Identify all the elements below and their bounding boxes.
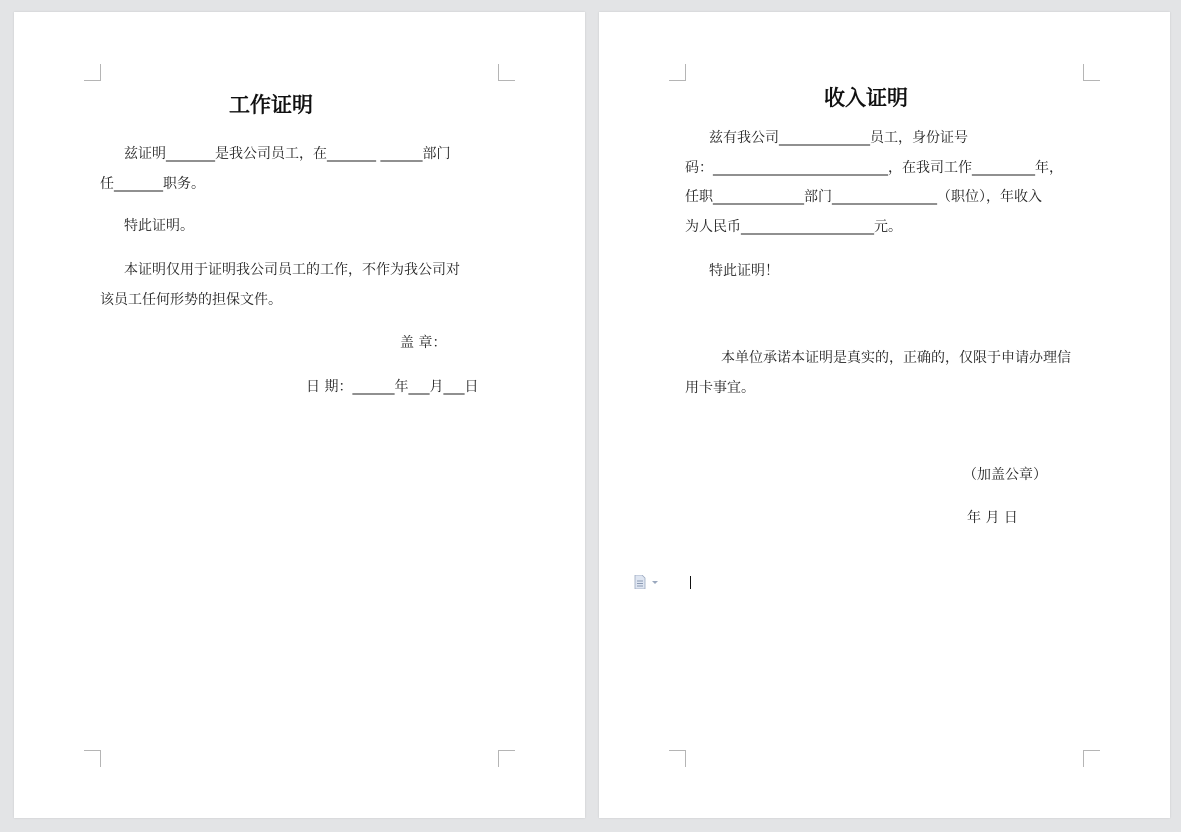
body-line[interactable]: 该员工任何形势的担保文件。	[100, 292, 282, 308]
body-line[interactable]: 为人民币___________________元。	[685, 219, 902, 235]
margin-corner-top-right	[1083, 64, 1100, 81]
body-line[interactable]: 本证明仅用于证明我公司员工的工作，不作为我公司对	[124, 262, 460, 278]
body-line[interactable]: 任_______职务。	[100, 176, 205, 192]
document-page-2	[599, 12, 1170, 818]
margin-corner-top-left	[669, 64, 686, 81]
seal-line[interactable]: （加盖公章）	[963, 467, 1047, 483]
body-line[interactable]: 任职_____________部门_______________（职位），年收入	[685, 189, 1042, 205]
body-line[interactable]: 码：_________________________，在我司工作_________年，	[685, 160, 1063, 176]
body-line[interactable]: 用卡事宜。	[685, 380, 755, 396]
body-line[interactable]: 兹有我公司_____________员工，身份证号	[709, 130, 968, 146]
paste-options-icon[interactable]	[634, 575, 660, 589]
body-line[interactable]: 特此证明。	[124, 218, 194, 234]
margin-corner-top-left	[84, 64, 101, 81]
page-title[interactable]: 工作证明	[229, 92, 313, 117]
margin-corner-bottom-right	[498, 750, 515, 767]
date-line[interactable]: 日 期：______年___月___日	[306, 379, 479, 395]
margin-corner-top-right	[498, 64, 515, 81]
seal-line[interactable]: 盖 章：	[400, 335, 447, 351]
margin-corner-bottom-right	[1083, 750, 1100, 767]
margin-corner-bottom-left	[669, 750, 686, 767]
page-title[interactable]: 收入证明	[824, 85, 908, 110]
date-line[interactable]: 年 月 日	[967, 510, 1018, 526]
body-line[interactable]: 特此证明！	[709, 263, 779, 279]
document-page-1	[14, 12, 585, 818]
body-line[interactable]: 兹证明_______是我公司员工，在_______ ______部门	[124, 146, 451, 162]
body-line[interactable]: 本单位承诺本证明是真实的，正确的，仅限于申请办理信	[721, 350, 1071, 366]
margin-corner-bottom-left	[84, 750, 101, 767]
text-cursor	[690, 576, 691, 589]
